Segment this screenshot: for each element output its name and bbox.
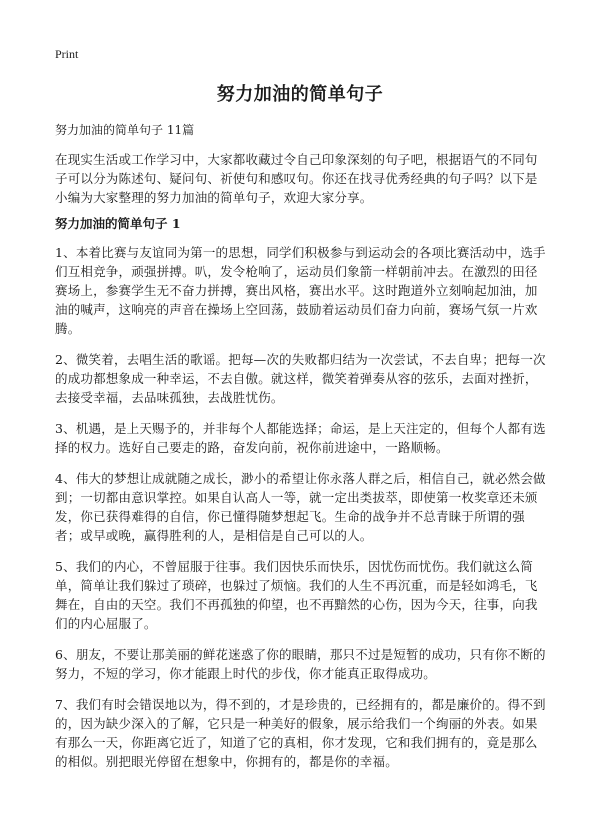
sentence-item: 6、朋友，不要让那美丽的鲜花迷惑了你的眼睛，那只不过是短暂的成功，只有你不断的努力，不短的学习，你才能跟上时代的步伐，你才能真正取得成功。 [55, 647, 546, 681]
page-subtitle: 努力加油的简单句子 11篇 [55, 123, 195, 137]
sentence-item: 7、我们有时会错误地以为，得不到的，才是珍贵的，已经拥有的，都是廉价的。得不到的，因为缺少深入的了解，它只是一种美好的假象，展示给我们一个绚丽的外表。如果有那么一天，你距离它近了，知道了它的真相，你才发现，它和我们拥有的，竟是那么的相似。别把眼光停留在想象中，你拥有的，都是你的幸福。 [55, 697, 546, 769]
sentence-item: 5、我们的内心，不曾屈服于往事。我们因快乐而快乐，因忧伤而忧伤。我们就这么简单，简单让我们躲过了琐碎，也躲过了烦恼。我们的人生不再沉重，而是轻如鸿毛，飞舞在，自由的天空。我们不再孤独的仰望，也不再黯然的心伤，因为今天，往事，向我们的内心屈服了。 [55, 559, 538, 631]
page-title: 努力加油的简单句子 [216, 84, 384, 105]
sentence-list [55, 243, 550, 783]
sentence-item: 3、机遇，是上天赐予的，并非每个人都能选择；命运，是上天注定的，但每个人都有选择的权力。选好自己要走的路，奋发向前，祝你前进途中，一路顺畅。 [55, 421, 546, 455]
sentence-item: 4、伟大的梦想让成就随之成长，渺小的希望让你永落人群之后，相信自己，就必然会做到；一切都由意识掌控。如果自认高人一等，就一定出类拔萃，即使第一枚奖章还未颁发，你已获得难得的自信，你已懂得随梦想起飞。生命的战争并不总青睐于所谓的强者；或早或晚，赢得胜利的人，是相信是自己可以的人。 [55, 471, 546, 543]
section-heading: 努力加油的简单句子 1 [55, 216, 181, 231]
print-link[interactable]: Print [55, 47, 79, 61]
sentence-item: 1、本着比赛与友谊同为第一的思想，同学们积极参与到运动会的各项比赛活动中，选手们互相竞争，顽强拼搏。叭，发令枪响了，运动员们象箭一样朝前冲去。在激烈的田径赛场上，参赛学生无不奋力拼搏，赛出风格，赛出水平。这时跑道外立刻响起加油，加油的喊声，这响亮的声音在操场上空回荡，鼓励着运动员们奋力向前，赛场气氛一片欢腾。 [55, 245, 546, 336]
intro-paragraph: 在现实生活或工作学习中，大家都收藏过令自己印象深刻的句子吧，根据语气的不同句子可以分为陈述句、疑问句、祈使句和感叹句。你还在找寻优秀经典的句子吗？以下是小编为大家整理的努力加油的简单句子，欢迎大家分享。 [55, 152, 538, 205]
sentence-item: 2、微笑着，去唱生活的歌谣。把每—次的失败都归结为一次尝试，不去自卑；把每一次的成功都想象成一种幸运，不去自傲。就这样，微笑着弹奏从容的弦乐，去面对挫折，去接受幸福，去品味孤独，去战胜忧伤。 [55, 352, 546, 405]
